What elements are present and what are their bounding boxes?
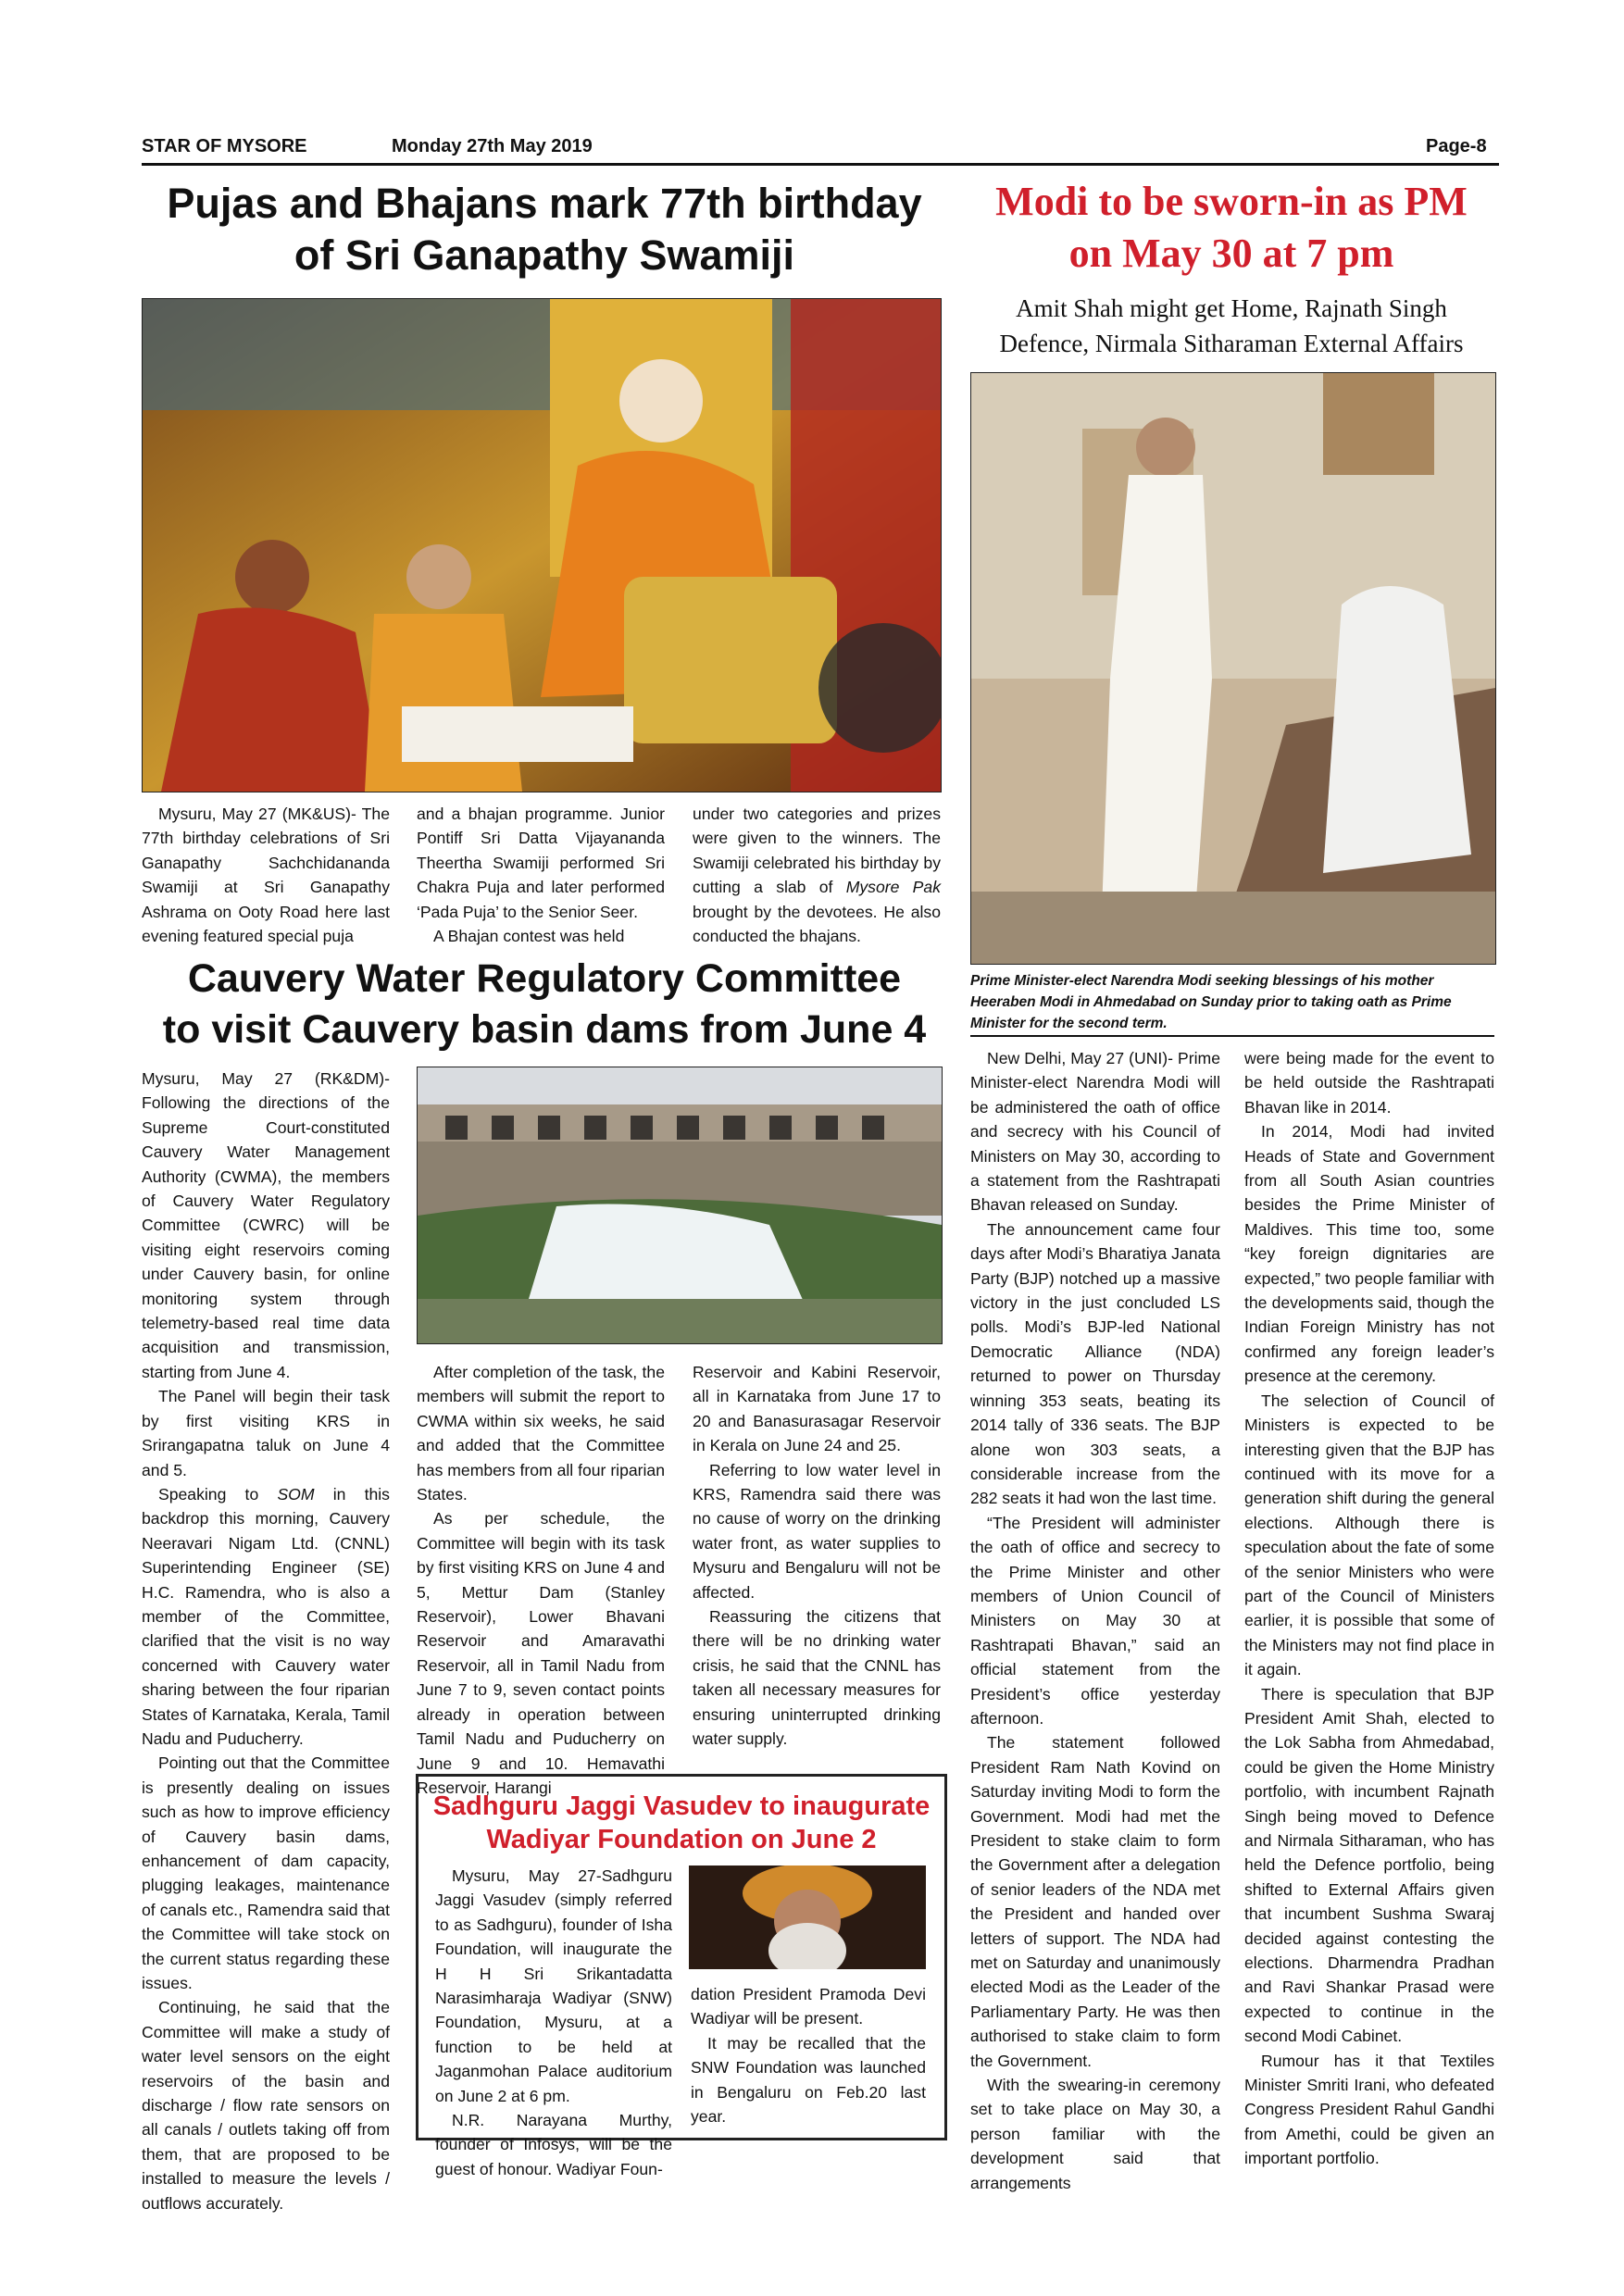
story2-column-3: Reservoir and Kabini Reservoir, all in Karnataka from June 17 to 20 and Banasurasagar Reservoir in Kerala on June 24 and 25. Referring to low water level in KRS, Ramendra said there was no cause of worry on the drinking water front, as water supplies to Mysuru and Bengaluru will not be affected. Reassuring the citizens that there will be no drinking water crisis, he said that the CNNL has taken all necessary measures for ensuring uninterrupted drinking water supply. — [693, 1363, 941, 1749]
sadhguru-photo — [689, 1866, 926, 1969]
modi-photo-caption: Prime Minister-elect Narendra Modi seeking blessings of his mother Heeraben Modi in Ahmedabad on Sunday prior to taking oath as Prime Minister for the second term. — [970, 973, 1452, 1031]
story3-column-1: Mysuru, May 27-Sadhguru Jaggi Vasudev (simply referred to as Sadhguru), founder of Isha Foundation, will inaugurate the H H Sri Srikantadatta Narasimharaja Wadiyar (SNW) Foundation, Mysuru, at a function to be held at Jaganmohan Palace auditorium on June 2 at 6 pm. N.R. Narayana Murthy, founder of Infosys, will be the guest of honour. Wadiyar Foun- — [435, 1866, 672, 2178]
story2-headline: Cauvery Water Regulatory Committee to visit Cauvery basin dams from June 4 — [162, 956, 927, 1052]
story1-headline: Pujas and Bhajans mark 77th birthday of Sri Ganapathy Swamiji — [167, 180, 922, 279]
story1-column-3: under two categories and prizes were given to the winners. The Swamiji celebrated his birthday by cutting a slab of Mysore Pak brought by the devotees. He also conducted the bhajans. — [693, 805, 941, 946]
masthead-date: Monday 27th May 2019 — [392, 136, 593, 156]
puja-photo — [142, 298, 942, 792]
story1-column-2: and a bhajan programme. Junior Pontiff Sri Datta Vijayananda Theertha Swamiji performed Sri Chakra Puja and later performed ‘Pada Puja’ to the Senior Seer. A Bhajan contest was held — [417, 805, 665, 946]
caption-rule — [970, 1035, 1494, 1037]
story4-column-1: New Delhi, May 27 (UNI)- Prime Minister-elect Narendra Modi will be administered the oath of office and secrecy with his Council of Ministers on May 30, according to a statement from the Rashtrapati Bhavan released on Sunday. The announcement came four days after Modi’s Bharatiya Janata Party (BJP) notched up a massive victory in the just concluded LS polls. Modi’s BJP-led National Democratic Alliance (NDA) returned to power on Thursday winning 353 seats, beating its 2014 tally of 336 seats. The BJP alone won 303 seats, a considerable increase from the 282 seats it had won the last time. “The President will administer the oath of office and secrecy to the Prime Minister and other members of Union Council of Ministers on May 30 at Rashtrapati Bhavan,” said an official statement from the President’s office yesterday afternoon. The statement followed President Ram Nath Kovind on Saturday inviting Modi to form the Government. Modi had met the President to stake claim to form the Government after a delegation of senior leaders of the NDA met the President and handed over letters of support. The NDA had met on Saturday and unanimously elected Modi as the Leader of the Parliamentary Party. He was then authorised to stake claim to form the Government. With the swearing-in ceremony set to take place on May 30, a person familiar with the development said that arrangements — [970, 1049, 1220, 2192]
story4-subheadline: Amit Shah might get Home, Rajnath Singh Defence, Nirmala Sitharaman External Affairs — [999, 294, 1464, 357]
story4-column-2: were being made for the event to be held outside the Rashtrapati Bhavan like in 2014. In 2014, Modi had invited Heads of State and Government from all South Asian countries besides the Prime Minister of Maldives. This time too, some “key foreign dignitaries are expected,” two people familiar with the developments said, though the Indian Foreign Ministry has not confirmed any foreign leader’s presence at the ceremony. The selection of Council of Ministers is expected to be interesting given that the BJP has continued with its move for a generation shift during the general elections. Although there is speculation about the fate of some of the senior Ministers who were part of the Council of Ministers earlier, it is possible that some of the Ministers may not find place in it again. There is speculation that BJP President Amit Shah, elected to the Lok Sabha from Ahmedabad, could be given the Home Ministry portfolio, with incumbent Rajnath Singh being moved to Defence and Nirmala Sitharaman, who has held the Defence portfolio, being shifted to External Affairs given that incumbent Sushma Swaraj decided against contesting the elections. Dharmendra Pradhan and Ravi Shankar Prasad were expected to continue in the second Modi Cabinet. Rumour has it that Textiles Minister Smriti Irani, who defeated Congress President Rahul Gandhi from Amethi, could be given an important portfolio. — [1244, 1049, 1494, 2168]
modi-mother-photo — [970, 372, 1496, 965]
story4-headline: Modi to be sworn-in as PM on May 30 at 7 pm — [995, 179, 1468, 276]
story3-column-2: dation President Pramoda Devi Wadiyar will be present. It may be recalled that the SNW Foundation was launched in Bengaluru on Feb.20 last year. — [691, 1985, 926, 2127]
story2-column-1: Mysuru, May 27 (RK&DM)- Following the directions of the Supreme Court-constituted Cauvery Water Management Authority (CWMA), the members of Cauvery Water Regulatory Committee (CWRC) will be visiting eight reservoirs coming under Cauvery basin, for online monitoring system through telemetry-based real time data acquisition and transmission, starting from June 4. The Panel will begin their task by first visiting KRS in Srirangapatna taluk on June 4 and 5. Speaking to SOM in this backdrop this morning, Cauvery Neeravari Nigam Ltd. (CNNL) Superintending Engineer (SE) H.C. Ramendra, who is also a member of the Committee, clarified that the visit is no way concerned with Cauvery water sharing between the four riparian States of Karnataka, Kerala, Tamil Nadu and Puducherry. Pointing out that the Committee is presently dealing on issues such as how to improve efficiency of Cauvery basin dams, enhancement of dam capacity, plugging leakages, maintenance of canals etc., Ramendra said that the Committee will take stock on the current status regarding these issues. Continuing, he said that the Committee will make a study of water level sensors on the eight reservoirs of the basin and discharge / flow rate sensors on all canals / outlets taking off from them, that are proposed to be installed to measure the levels / outflows accurately. — [142, 1069, 390, 2213]
sadhguru-story-box — [416, 1774, 947, 2178]
masthead-rule — [142, 163, 1499, 166]
story2-column-2: After completion of the task, the members will submit the report to CWMA within six weeks, he said and added that the Committee has members from all four riparian States. As per schedule, the Committee will begin with its task by first visiting KRS on June 4 and 5, Mettur Dam (Stanley Reservoir), Lower Bhavani Reservoir and Amaravathi Reservoir, all in Tamil Nadu from June 7 to 9, seven contact points already in operation between Tamil Nadu and Puducherry on June 9 and 10. Hemavathi Reservoir, Harangi — [417, 1363, 665, 1797]
masthead-paper-name: STAR OF MYSORE — [142, 136, 307, 156]
story1-column-1: Mysuru, May 27 (MK&US)- The 77th birthday celebrations of Sri Ganapathy Sachchidananda Swamiji at Sri Ganapathy Ashrama on Ooty Road here last evening featured special puja — [142, 805, 390, 946]
story3-headline: Sadhguru Jaggi Vasudev to inaugurate Wadiyar Foundation on June 2 — [432, 1791, 931, 1854]
dam-photo — [417, 1067, 943, 1344]
masthead-page-number: Page-8 — [1426, 136, 1487, 156]
